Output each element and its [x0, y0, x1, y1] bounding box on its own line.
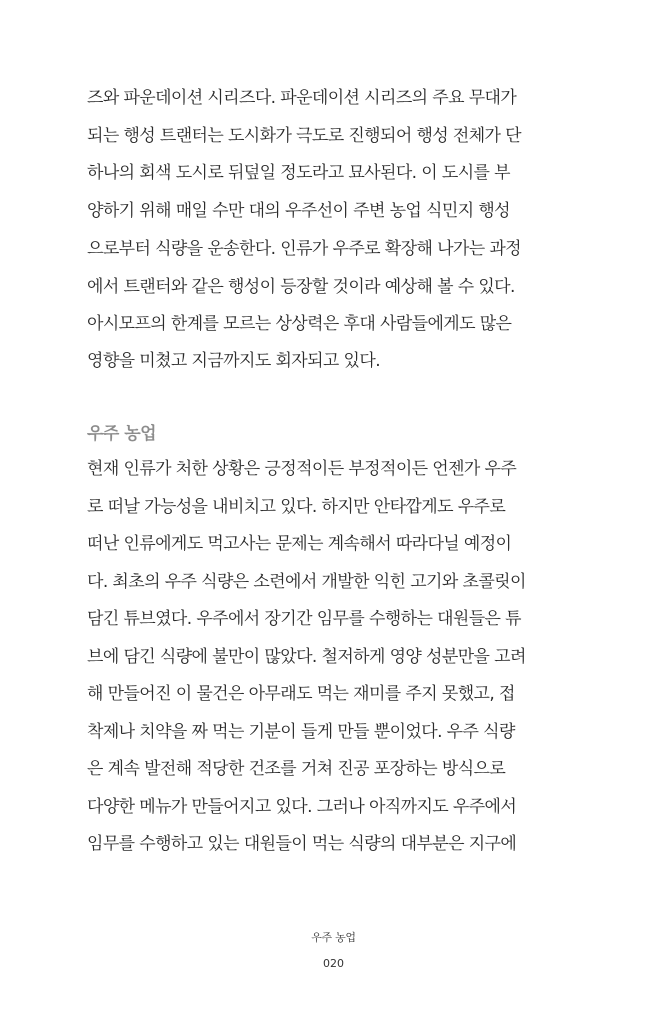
text-line: 되는 행성 트랜터는 도시화가 극도로 진행되어 행성 전체가 단	[87, 126, 521, 146]
text-line: 떠난 인류에게도 먹고사는 문제는 계속해서 따라다닐 예정이	[87, 534, 512, 554]
text-line: 아시모프의 한계를 모르는 상상력은 후대 사람들에게도 많은	[87, 314, 512, 334]
page-number: 020	[323, 957, 344, 970]
text-line: 으로부터 식량을 운송한다. 인류가 우주로 확장해 나가는 과정	[87, 239, 521, 259]
section-heading: 우주 농업	[87, 424, 157, 444]
text-line: 다. 최초의 우주 식량은 소련에서 개발한 익힌 고기와 초콜릿이	[87, 572, 526, 592]
text-line: 에서 트랜터와 같은 행성이 등장할 것이라 예상해 볼 수 있다.	[87, 277, 515, 297]
running-footer-title: 우주 농업	[311, 931, 356, 944]
text-line: 임무를 수행하고 있는 대원들이 먹는 식량의 대부분은 지구에	[87, 834, 517, 854]
text-line: 은 계속 발전해 적당한 건조를 거쳐 진공 포장하는 방식으로	[87, 759, 506, 779]
text-line: 영향을 미쳤고 지금까지도 회자되고 있다.	[87, 351, 380, 371]
text-line: 양하기 위해 매일 수만 대의 우주선이 주변 농업 식민지 행성	[87, 201, 510, 221]
text-line: 로 떠날 가능성을 내비치고 있다. 하지만 안타깝게도 우주로	[87, 497, 506, 517]
text-line: 해 만들어진 이 물건은 아무래도 먹는 재미를 주지 못했고, 접	[87, 684, 515, 704]
text-line: 착제나 치약을 짜 먹는 기분이 들게 만들 뿐이었다. 우주 식량	[87, 722, 515, 742]
text-line: 브에 담긴 식량에 불만이 많았다. 철저하게 영양 성분만을 고려	[87, 647, 526, 667]
text-line: 즈와 파운데이션 시리즈다. 파운데이션 시리즈의 주요 무대가	[87, 88, 517, 108]
text-line: 현재 인류가 처한 상황은 긍정적이든 부정적이든 언젠가 우주	[87, 459, 517, 479]
text-line: 다양한 메뉴가 만들어지고 있다. 그러나 아직까지도 우주에서	[87, 797, 517, 817]
text-line: 담긴 튜브였다. 우주에서 장기간 임무를 수행하는 대원들은 튜	[87, 609, 521, 629]
text-line: 하나의 회색 도시로 뒤덮일 정도라고 묘사된다. 이 도시를 부	[87, 163, 510, 183]
